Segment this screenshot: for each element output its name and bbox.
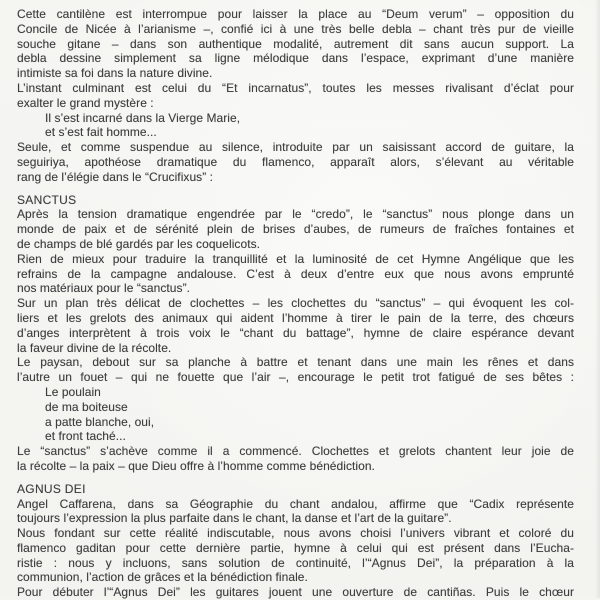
text-line: rang de l’élégie dans le “Crucifixus” : [17, 169, 214, 184]
text-line: Il s’est incarné dans la Vierge Marie, [45, 110, 241, 125]
text-line: exalter le grand mystère : [17, 95, 154, 110]
text-line: Le poulain [45, 384, 101, 399]
text-line: toujours l’expression la plus parfaite dans le chant, la danse et l’art de la guitare”. [17, 511, 452, 526]
text-line: intimiste sa foi dans la nature divine. [17, 66, 213, 81]
heading-agnus-dei [17, 482, 574, 497]
text-line: communion, l’action de grâces et la bénédiction finale. [17, 570, 308, 585]
text-line: liers et les grelots des animaux qui aident l’homme à tirer le pain de la terre, des chœurs [17, 310, 574, 325]
text-line: a patte blanche, oui, [45, 414, 155, 429]
text-line: et s’est fait homme... [45, 125, 157, 140]
text-line: la récolte – la paix – que Dieu offre à l’homme comme bénédiction. [17, 458, 375, 473]
paragraph-deum-verum [17, 7, 574, 81]
text-line: Rien de mieux pour traduire la tranquillité et la luminosité de cet Hymne Angélique que les [17, 251, 574, 266]
text-line: et front taché... [45, 429, 126, 444]
section-heading: AGNUS DEI [17, 481, 86, 496]
text-line: Après la tension dramatique engendrée par le “credo”, le “sanctus” nous plonge dans un [17, 207, 574, 222]
text-line: debla dessine simplement sa ligne mélodique dans l’espace, exprimant d’une manière [17, 51, 574, 66]
section-heading: SANCTUS [17, 192, 77, 207]
text-line: flamenco gaditan pour cette dernière partie, hymne à celui qui est présent dans l’Eucha- [17, 540, 574, 555]
text-line: Seule, et comme suspendue au silence, introduite par un saisissant accord de guitare, la [17, 140, 574, 155]
paragraph-caffarena [17, 497, 574, 527]
paragraph-clochettes [17, 296, 574, 355]
text-line: la faveur divine de la récolte. [17, 340, 172, 355]
text-line: monde de paix et de sérénité plein de brises d’aubes, de rumeurs de fraîches fontaines et [17, 222, 574, 237]
text-line: Concile de Nicée à l’arianisme –, confié ici à une très belle debla – chant très pur de vieille [17, 21, 574, 36]
text-line: de ma boiteuse [45, 399, 128, 414]
paragraph-sanctus-intro [17, 207, 574, 251]
paragraph-crucifixus [17, 140, 574, 184]
paragraph-paysan [17, 355, 574, 385]
text-line: L’instant culminant est celui du “Et incarnatus”, toutes les messes rivalisant d’éclat pour [17, 80, 574, 95]
paragraph-sanctus-fin [17, 444, 574, 474]
text-line: nos matériaux pour le “sanctus”. [17, 281, 191, 296]
text-line: Le “sanctus” s’achève comme il a commencé. Clochettes et grelots chantent leur joie de [17, 444, 574, 459]
text-line: Pour débuter l’“Agnus Dei” les guitares jouent une ouverture de cantiñas. Puis le chœur [17, 585, 574, 600]
text-line: de champs de blé gardés par les coquelicots. [17, 236, 261, 251]
text-line: Nous fondant sur cette réalité indiscutable, nous avons choisi l’univers vibrant et coloré du [17, 526, 574, 541]
paragraph-flamenco-gaditan [17, 526, 574, 585]
text-line: seguiriya, apothéose dramatique du flamenco, apparaît alors, s’élevant au véritable [17, 154, 574, 169]
text-line: Cette cantilène est interrompue pour laisser la place au “Deum verum” – opposition du [17, 7, 574, 21]
verse-poulain [17, 385, 574, 444]
paragraph-hymne-angelique [17, 252, 574, 296]
text-line: souche gitane – dans son authentique modalité, autrement dit sans aucun support. La [17, 36, 574, 51]
heading-sanctus [17, 193, 574, 208]
text-line: Le paysan, debout sur sa planche à battre et tenant dans une main les rênes et dans [17, 355, 574, 370]
text-content [17, 7, 574, 600]
text-line: Sur un plan très délicat de clochettes – les clochettes du “sanctus” – qui évoquent les col- [17, 296, 574, 311]
text-line: d’anges interprètent à trois voix le “chant du battage”, hymne de claire espérance devant [17, 325, 574, 340]
text-line: refrains de la campagne andalouse. C’est à deux d’entre eux que nous avons emprunté [17, 266, 574, 281]
text-line: ristie : nous y incluons, sans solution de continuité, l’“Agnus Dei”, la préparation à la [17, 555, 574, 570]
text-line: l’autre un fouet – qui ne fouette que l’air –, encourage le petit trot fatigué de ses bêtes : [17, 370, 574, 385]
verse-vierge-marie [17, 111, 574, 141]
paragraph-et-incarnatus [17, 81, 574, 111]
text-line: Angel Caffarena, dans sa Géographie du chant andalou, affirme que “Cadix représente [17, 496, 574, 511]
